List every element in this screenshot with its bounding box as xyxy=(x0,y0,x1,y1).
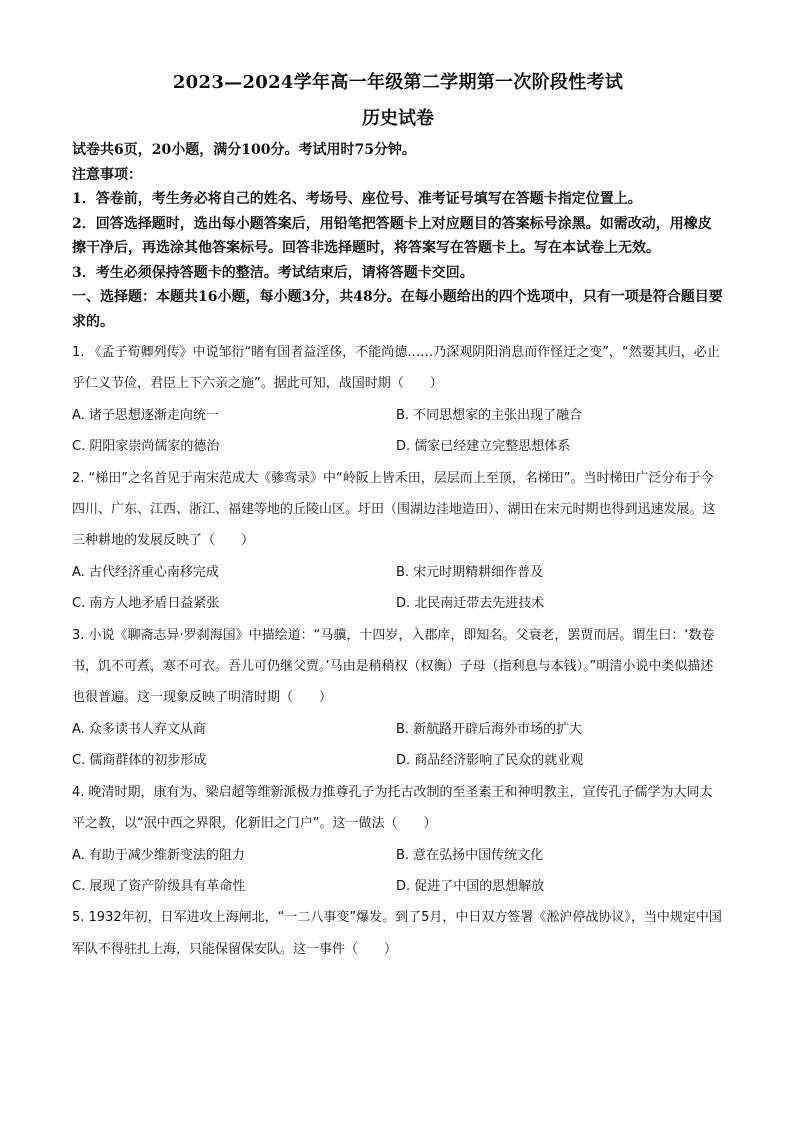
option-a: A. 古代经济重心南移完成 xyxy=(72,564,219,580)
option-b: B. 不同思想家的主张出现了融合 xyxy=(396,407,583,423)
question-stem: 4. 晚清时期，康有为、梁启超等维新派极力推尊孔子为托古改制的至圣素王和神明教主，宣传孔子儒学为大同太平之教，以“泯中西之界限，化新旧之门户”。这一做法（ ） xyxy=(72,784,713,832)
question-4 xyxy=(72,777,724,903)
question-stem: 1. 《孟子荀卿列传》中说邹衍“睹有国者益淫侈，不能尚德……乃深观阴阳消息而作怪迂之变”，“然要其归，必止乎仁义节俭，君臣上下六亲之施”。据此可知，战国时期（ ） xyxy=(72,345,720,392)
exam-intro: 试卷共6页，20小题，满分100分。考试用时75分钟。 xyxy=(72,142,416,158)
question-1 xyxy=(72,337,724,463)
option-d: D. 北民南迁带去先进技术 xyxy=(396,596,545,612)
notice-title: 注意事项： xyxy=(72,166,142,183)
option-a: A. 众多读书人弃文从商 xyxy=(72,721,206,737)
option-a: A. 有助于减少维新变法的阻力 xyxy=(72,847,245,863)
option-list xyxy=(72,557,724,620)
question-5 xyxy=(72,902,724,965)
option-d: D. 促进了中国的思想解放 xyxy=(396,878,545,894)
notice-item-1: 1．答卷前，考生务必将自己的姓名、考场号、座位号、准考证号填写在答题卡指定位置上。 xyxy=(72,191,642,207)
option-c: C. 南方人地矛盾日益紧张 xyxy=(72,596,220,612)
notice-item-3: 3．考生必须保持答题卡的整洁。考试结束后，请将答题卡交回。 xyxy=(72,264,474,281)
question-2 xyxy=(72,463,724,620)
option-c: C. 儒商群体的初步形成 xyxy=(72,753,207,769)
exam-subtitle: 历史试卷 xyxy=(362,108,434,129)
option-b: B. 新航路开辟后海外市场的扩大 xyxy=(396,721,583,737)
question-stem: 3. 小说《聊斋志异·罗刹海国》中描绘道：“马骥，十四岁，入郡庠，即知名。父衰老，罢贾而居。谓生曰：‘数卷书，饥不可煮，寒不可衣。吾儿可仍继父贾。’马由是稍稍权（权衡）子母（指利息与本钱）。”明清小说中类似描述也很普遍。这一现象反映了明清时期（ ） xyxy=(72,627,715,706)
question-3 xyxy=(72,620,724,777)
option-d: D. 商品经济影响了民众的就业观 xyxy=(396,753,584,769)
option-list xyxy=(72,840,724,903)
option-d: D. 儒家已经建立完整思想体系 xyxy=(396,439,571,455)
exam-title: 2023—2024学年高一年级第二学期第一次阶段性考试 xyxy=(172,72,624,93)
option-c: C. 展现了资产阶级具有革命性 xyxy=(72,878,246,894)
notice-item-2: 2．回答选择题时，选出每小题答案后，用铅笔把答题卡上对应题目的答案标号涂黑。如需改动，用橡皮擦干净后，再选涂其他答案标号。回答非选择题时，将答案写在答题卡上。写在本试卷上无效。 xyxy=(72,215,712,256)
option-list xyxy=(72,714,724,777)
question-stem: 2. “梯田”之名首见于南宋范成大《骖鸾录》中“岭阪上皆禾田，层层而上至顶，名梯田”。当时梯田广泛分布于今四川、广东、江西、浙江、福建等地的丘陵山区。圩田（围湖边洼地造田）、湖田在宋元时期也得到迅速发展。这三种耕地的发展反映了（ ） xyxy=(72,470,716,549)
option-c: C. 阴阳家崇尚儒家的德治 xyxy=(72,439,220,455)
option-b: B. 宋元时期精耕细作普及 xyxy=(396,564,544,580)
exam-page xyxy=(72,70,724,965)
section-heading: 一、选择题：本题共16小题，每小题3分，共48分。在每小题给出的四个选项中，只有一项是符合题目要求的。 xyxy=(72,289,723,330)
option-b: B. 意在弘扬中国传统文化 xyxy=(396,847,544,863)
option-a: A. 诸子思想逐渐走向统一 xyxy=(72,407,219,423)
option-list xyxy=(72,400,724,463)
question-stem: 5. 1932年初，日军进攻上海闸北，“一二八事变”爆发。到了5月，中日双方签署《淞沪停战协议》，当中规定中国军队不得驻扎上海，只能保留保安队。这一事件（ ） xyxy=(72,910,722,957)
